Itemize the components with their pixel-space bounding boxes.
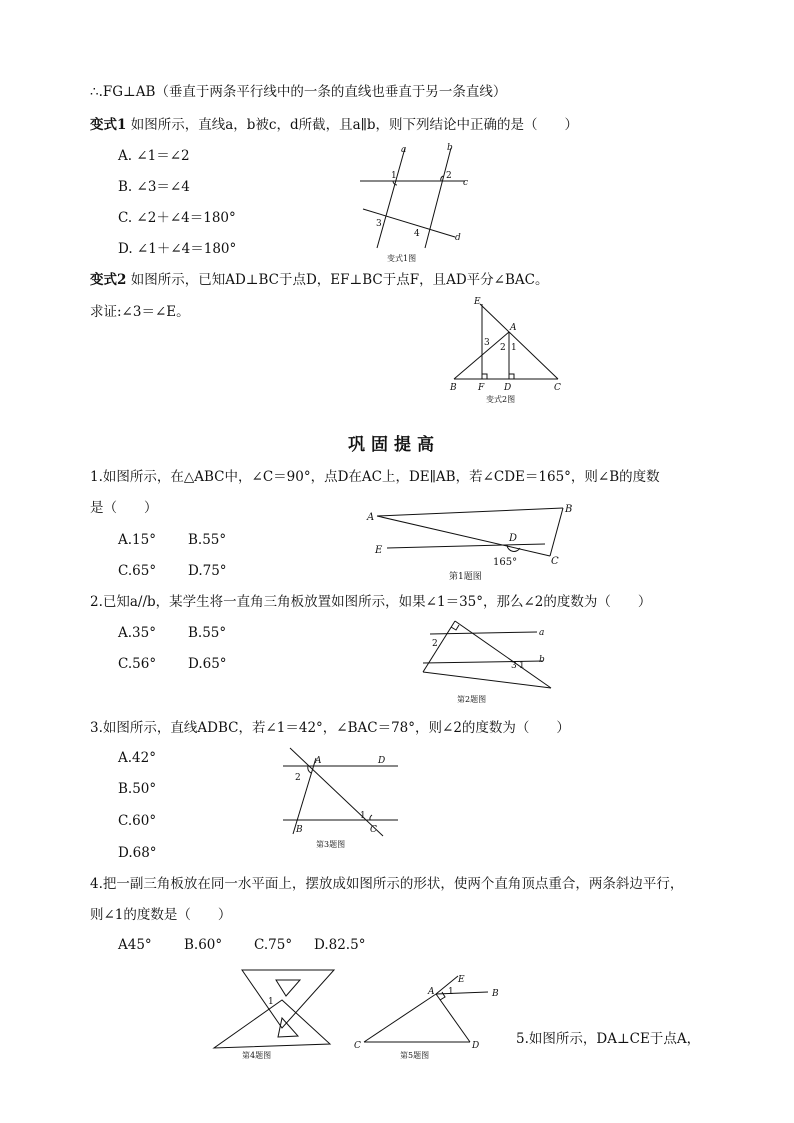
variant1-question: [90, 117, 578, 133]
q3-figure: [278, 746, 403, 850]
label-C: C: [370, 825, 377, 835]
label-A: A: [367, 512, 375, 523]
label-b: b: [539, 655, 545, 665]
label-c: c: [463, 178, 469, 188]
angle-2-label: 2: [295, 773, 301, 783]
label-A: A: [510, 323, 517, 333]
angle-3-label: 3: [484, 338, 490, 348]
q4-option-c: C.75°: [254, 937, 293, 953]
q1-option-d: D.75°: [188, 563, 227, 579]
angle-3-label: 3: [376, 219, 382, 229]
figure-caption: 第3题图: [316, 840, 346, 849]
variant2-figure: [440, 292, 570, 410]
label-B: B: [565, 504, 573, 515]
label-A: A: [315, 756, 322, 766]
q3-text: 3.如图所示，直线ADBC，若∠1＝42°，∠BAC＝78°，则∠2的度数为（ ）: [90, 720, 570, 736]
variant1-option-d: D. ∠1＋∠4＝180°: [118, 241, 237, 257]
q4-figure: [210, 964, 340, 1064]
intro-line: ∴.FG⊥AB（垂直于两条平行线中的一条的直线也垂直于另一条直线）: [90, 84, 507, 100]
q4-option-a: A45°: [118, 937, 152, 953]
q4-option-d: D.82.5°: [314, 937, 366, 953]
variant1-option-a: A. ∠1＝∠2: [118, 148, 190, 164]
label-d: d: [455, 233, 461, 243]
label-B: B: [296, 825, 303, 835]
figure-caption: 变式2图: [486, 395, 516, 404]
q1-option-a: A.15°: [118, 532, 156, 548]
variant2-question: [90, 272, 548, 288]
figure-caption: 第2题图: [457, 695, 487, 704]
angle-1-label: 1: [391, 171, 397, 181]
angle-1-label: 1: [448, 987, 454, 997]
angle-165-label: 165°: [493, 557, 518, 568]
label-a: a: [401, 145, 407, 155]
q3-option-c: C.60°: [118, 813, 157, 829]
label-B: B: [450, 383, 457, 393]
variant2-prove: 求证:∠3＝∠E。: [90, 304, 190, 320]
q4-option-b: B.60°: [184, 937, 223, 953]
q3-option-d: D.68°: [118, 845, 157, 861]
figure-caption: 第1题图: [449, 572, 482, 582]
label-C: C: [551, 556, 559, 567]
label-b: b: [447, 143, 453, 153]
section-title: 巩固提高: [348, 435, 440, 455]
label-C: C: [554, 383, 561, 393]
figure-caption: 第4题图: [242, 1051, 272, 1060]
variant2-text: 如图所示，已知AD⊥BC于点D，EF⊥BC于点F，且AD平分∠BAC。: [130, 272, 549, 288]
q2-figure: [415, 618, 555, 706]
angle-1-label: 1: [360, 811, 366, 821]
variant1-figure: [355, 140, 480, 268]
angle-3-label: 3: [511, 661, 517, 671]
figure-caption: 第5题图: [400, 1051, 430, 1060]
angle-1-label: 1: [268, 997, 274, 1007]
angle-1-label: 1: [511, 343, 517, 353]
variant1-label: 变式1: [90, 117, 127, 133]
q2-text: 2.已知a//b，某学生将一直角三角板放置如图所示，如果∠1＝35°，那么∠2的度数为（ ）: [90, 594, 652, 610]
label-E: E: [375, 545, 383, 556]
q4-text-line2: 则∠1的度数是（ ）: [90, 907, 232, 923]
angle-2-label: 2: [500, 343, 506, 353]
q2-option-b: B.55°: [188, 625, 227, 641]
label-E: E: [458, 975, 465, 985]
label-a: a: [539, 628, 545, 638]
label-F: F: [478, 383, 485, 393]
q1-option-c: C.65°: [118, 563, 157, 579]
q5-text: 5.如图所示，DA⊥CE于点A，: [516, 1031, 701, 1047]
label-A: A: [428, 987, 435, 997]
variant2-label: 变式2: [90, 272, 127, 288]
q2-option-c: C.56°: [118, 656, 157, 672]
angle-4-label: 4: [414, 229, 420, 239]
figure-caption: 变式1图: [387, 254, 417, 263]
label-D: D: [472, 1041, 480, 1051]
label-C: C: [354, 1041, 361, 1051]
variant1-option-c: C. ∠2＋∠4＝180°: [118, 210, 236, 226]
q1-text-line2: 是（ ）: [90, 500, 158, 516]
label-B: B: [492, 989, 499, 999]
angle-2-label: 2: [432, 639, 438, 649]
q1-text-line1: 1.如图所示，在△ABC中，∠C＝90°，点D在AC上，DE∥AB，若∠CDE＝165°，则∠B的度数: [90, 469, 660, 485]
q1-figure: [365, 498, 585, 586]
label-D: D: [378, 756, 386, 766]
q1-option-b: B.55°: [188, 532, 227, 548]
angle-1-label: 1: [519, 661, 525, 671]
q3-option-a: A.42°: [118, 750, 156, 766]
label-D: D: [504, 383, 512, 393]
variant1-option-b: B. ∠3＝∠4: [118, 179, 190, 195]
q2-option-a: A.35°: [118, 625, 156, 641]
label-E: E: [474, 297, 481, 307]
q2-option-d: D.65°: [188, 656, 227, 672]
q5-figure: [350, 970, 510, 1064]
label-D: D: [509, 533, 518, 544]
q3-option-b: B.50°: [118, 781, 157, 797]
angle-2-label: 2: [446, 171, 452, 181]
q4-text-line1: 4.把一副三角板放在同一水平面上，摆放成如图所示的形状，使两个直角顶点重合，两条斜边平行，: [90, 876, 684, 892]
variant1-text: 如图所示，直线a，b被c，d所截，且a∥b，则下列结论中正确的是（ ）: [130, 117, 579, 133]
